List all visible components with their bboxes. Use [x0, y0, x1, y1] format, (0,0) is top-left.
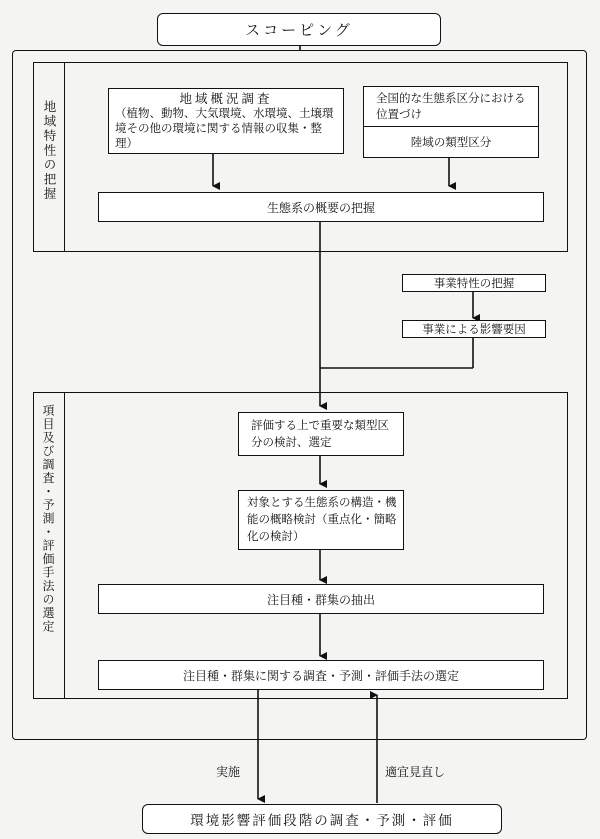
- ecosystem-overview-box: [98, 192, 544, 222]
- assessment-stage-text: 環境影響評価段階の調査・予測・評価: [190, 813, 454, 829]
- section-regional-label: 地域特性の把握: [42, 100, 57, 202]
- step-method-selection-text: 注目種・群集に関する調査・予測・評価手法の選定: [182, 668, 459, 683]
- implement-label: 実施: [216, 765, 241, 779]
- land-type-text: 陸域の類型区分: [410, 135, 492, 149]
- regional-survey-title: 地域概況調査: [179, 91, 273, 106]
- step-important-types-box: [238, 412, 404, 456]
- ecosystem-overview-text: 生態系の概要の把握: [266, 200, 375, 215]
- national-position-text: 全国的な生態系区分における位置づけ: [364, 87, 538, 127]
- regional-survey-body: （植物、動物、大気環境、水環境、土壌環境その他の環境に関する情報の収集・整理）: [115, 106, 334, 150]
- impact-factors-text: 事業による影響要因: [422, 322, 526, 336]
- step-method-selection-box: [98, 660, 544, 690]
- step-structure-review-text: 対象とする生態系の構造・機能の概略検討（重点化・簡略化の検討）: [247, 495, 397, 543]
- step-structure-review-box: [238, 490, 404, 550]
- national-classification-box: [363, 86, 539, 158]
- impact-factors-box: [402, 320, 546, 338]
- section-regional-divider: [64, 62, 65, 252]
- step-important-types-text: 評価する上で重要な類型区分の検討、選定: [251, 418, 389, 449]
- scoping-title: スコーピング: [245, 21, 353, 39]
- scoping-title-box: [157, 13, 441, 46]
- business-characteristics-text: 事業特性の把握: [433, 276, 515, 290]
- step-species-extraction-box: [98, 584, 544, 614]
- section-selection-label: 項目及び調査・予測・評価手法の選定: [41, 404, 55, 634]
- step-species-extraction-text: 注目種・群集の抽出: [266, 592, 375, 607]
- regional-survey-box: [108, 88, 344, 154]
- assessment-stage-box: [142, 804, 502, 834]
- section-selection-divider: [64, 392, 65, 699]
- business-characteristics-box: [402, 274, 546, 292]
- review-label: 適宜見直し: [385, 765, 446, 779]
